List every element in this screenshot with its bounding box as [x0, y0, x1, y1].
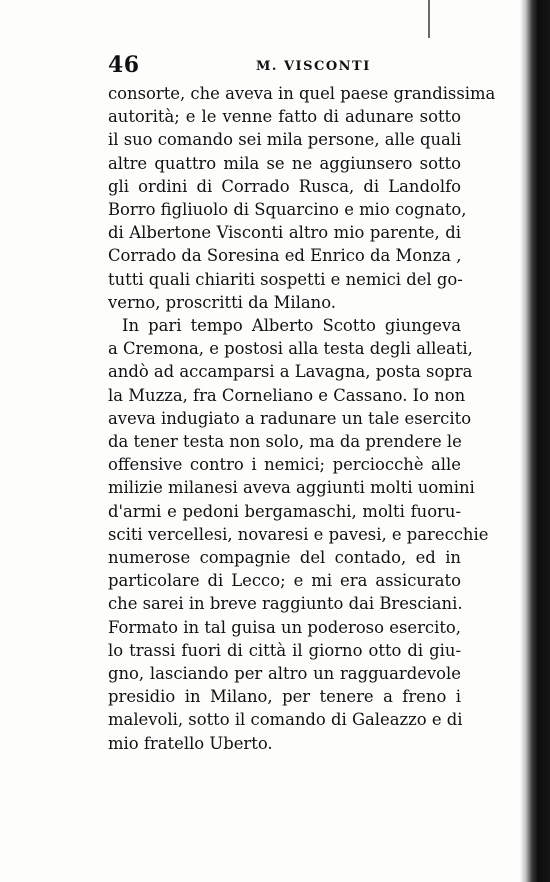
text-line: che sarei in breve raggiunto dai Bresciani.: [108, 594, 463, 614]
text-line: lo trassi fuori di città il giorno otto di giu-: [108, 640, 461, 660]
text-line: andò ad accamparsi a Lavagna, posta sopra: [108, 362, 473, 382]
text-line: Borro figliuolo di Squarcino e mio cognato,: [108, 200, 467, 220]
text-line: altre quattro mila se ne aggiunsero sotto: [108, 153, 461, 173]
text-line: In pari tempo Alberto Scotto giungeva: [122, 316, 461, 336]
text-line: mio fratello Uberto.: [108, 733, 273, 753]
running-head: M. VISCONTI: [256, 59, 371, 74]
text-line: aveva indugiato a radunare un tale esercito: [108, 408, 472, 428]
text-line: il suo comando sei mila persone, alle quali: [108, 130, 462, 150]
text-line: di Albertone Visconti altro mio parente, di: [108, 223, 461, 243]
page-header: [108, 52, 468, 82]
text-line: d'armi e pedoni bergamaschi, molti fuoru-: [108, 501, 461, 521]
text-line: presidio in Milano, per tenere a freno i: [108, 687, 461, 707]
text-line: particolare di Lecco; e mi era assicurato: [108, 571, 461, 591]
text-line: sciti vercellesi, novaresi e pavesi, e parecchie: [108, 524, 489, 544]
text-line: a Cremona, e postosi alla testa degli alleati,: [108, 339, 473, 359]
body-text: [108, 82, 496, 755]
text-line: malevoli, sotto il comando di Galeazzo e di: [108, 710, 463, 730]
page-number: 46: [108, 52, 140, 78]
text-line: la Muzza, fra Corneliano e Cassano. Io non: [108, 385, 466, 405]
text-line: consorte, che aveva in quel paese grandissima: [108, 84, 496, 103]
book-binding-edge: [520, 0, 550, 882]
text-line: offensive contro i nemici; perciocchè alle: [108, 455, 461, 475]
text-line: tutti quali chiariti sospetti e nemici del go-: [108, 269, 463, 289]
text-line: gno, lasciando per altro un ragguardevole: [108, 664, 461, 684]
text-line: Corrado da Soresina ed Enrico da Monza ,: [108, 246, 462, 266]
text-line: Formato in tal guisa un poderoso esercito,: [108, 617, 461, 637]
text-line: numerose compagnie del contado, ed in: [108, 548, 461, 568]
text-line: milizie milanesi aveva aggiunti molti uomini: [108, 478, 475, 498]
text-line: da tener testa non solo, ma da prendere le: [108, 432, 462, 452]
text-line: gli ordini di Corrado Rusca, di Landolfo: [108, 176, 461, 196]
page-crease-mark: [428, 0, 430, 38]
text-line: verno, proscritti da Milano.: [108, 292, 336, 312]
text-line: autorità; e le venne fatto di adunare sotto: [108, 107, 461, 127]
